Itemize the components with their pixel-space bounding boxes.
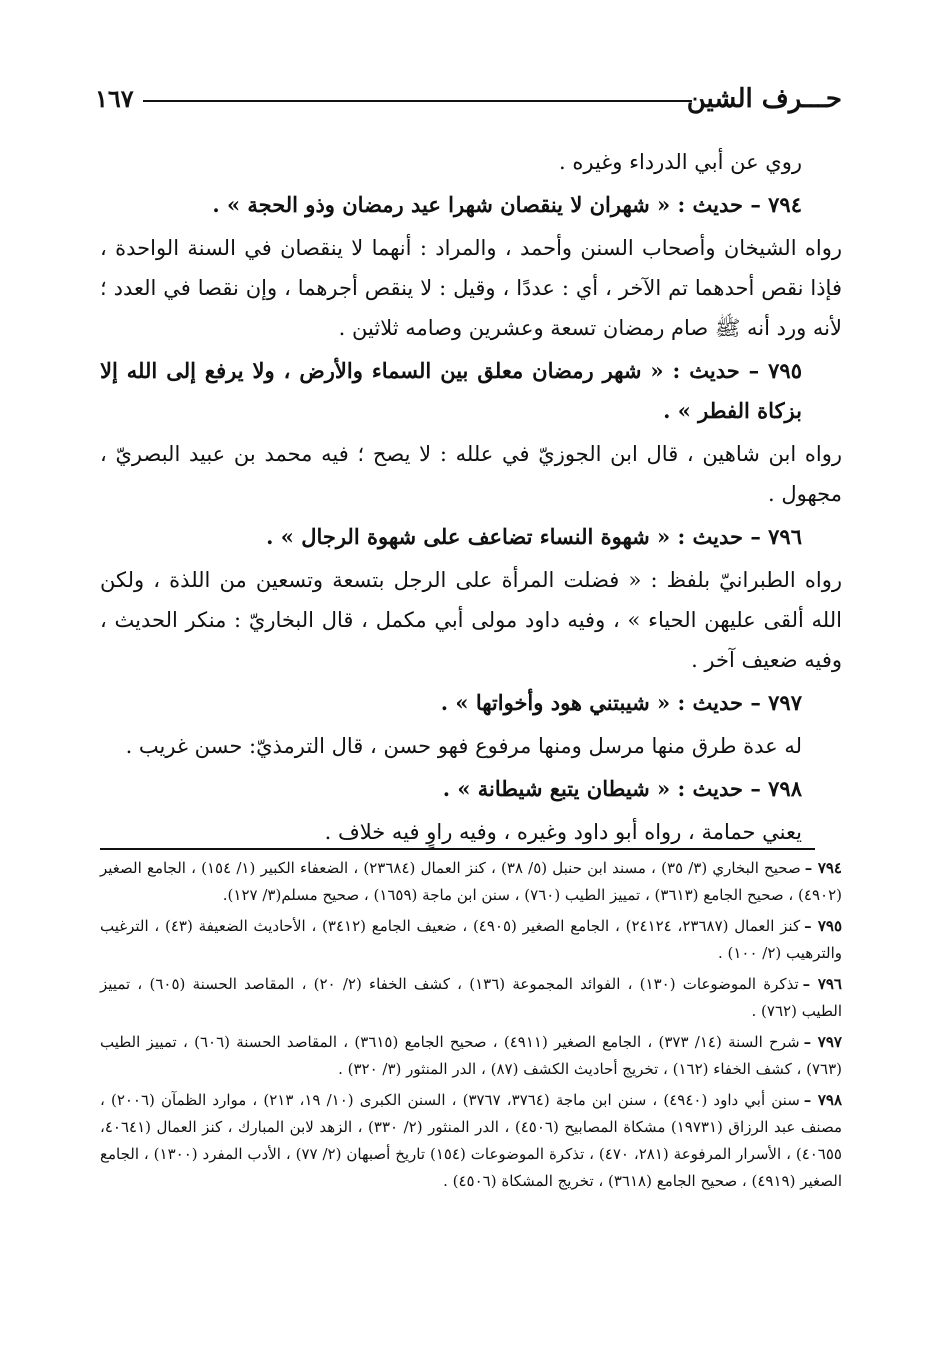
footnote-number: ٧٩٨ – (803, 1091, 843, 1109)
commentary-797: له عدة طرق منها مرسل ومنها مرفوع فهو حسن ، قال الترمذيّ: حسن غريب . (125, 734, 802, 758)
footnote (100, 1029, 842, 1083)
hadith-795: ٧٩٥ – حديث : « شهر رمضان معلق بين السماء والأرض ، ولا يرفع إلى الله إلا بزكاة الفطر » . (100, 358, 802, 423)
hadith-794: ٧٩٤ – حديث : « شهران لا ينقصان شهرا عيد رمضان وذو الحجة » . (212, 192, 802, 217)
footnote-number: ٧٩٦ – (802, 975, 842, 993)
commentary-798: يعني حمامة ، رواه أبو داود وغيره ، وفيه راوٍ فيه خلاف . (324, 820, 802, 844)
chapter-title: حـــرف الشين (686, 84, 842, 114)
footnote (100, 1087, 842, 1195)
footnote-divider (100, 848, 815, 850)
commentary-794: رواه الشيخان وأصحاب السنن وأحمد ، والمراد : أنهما لا ينقصان في السنة الواحدة ، فإذا نقص أحدهما تم الآخر ، أي : عددًا ، وقيل : لا ينقص أجرهما ، وإن نقصا في العدد ؛ لأنه ورد أنه ﷺ صام رمضان تسعة وعشرين وصامه ثلاثين . (100, 236, 842, 340)
hadith-797: ٧٩٧ – حديث : « شيبتني هود وأخواتها » . (440, 690, 802, 715)
footnote-number: ٧٩٥ – (804, 917, 843, 935)
footnote-number: ٧٩٧ – (803, 1033, 842, 1051)
footnote-text: سنن أبي داود (٤٩٤٠) ، سنن ابن ماجة (٣٧٦٤، ٣٧٦٧) ، السنن الكبرى (١٠/ ١٩، ٢١٣) ، موارد الظمآن (٢٠٠٦) ، مصنف عبد الرزاق (١٩٧٣١) مشكاة المصابيح (٤٥٠٦) ، الدر المنثور (٢/ ٣٣٠) ، الزهد لابن المبارك ، كنز العمال (٤٠٦٤١، ٤٠٦٥٥) ، الأسرار المرفوعة (٢٨١، ٤٧٠) ، تذكرة الموضوعات (١٥٤) تاريخ أصبهان (٢/ ٧٧) ، الأدب المفرد (١٣٠٠) ، الجامع الصغير (٤٩١٩) ، صحيح الجامع (٣٦١٨) ، تخريج المشكاة (٤٥٠٦) . (100, 1091, 842, 1190)
paragraph: روي عن أبي الدرداء وغيره . (559, 150, 802, 174)
footnote-text: صحيح البخاري (٣/ ٣٥) ، مسند ابن حنبل (٥/ ٣٨) ، كنز العمال (٢٣٦٨٤) ، الضعفاء الكبير (١/ ١٥٤) ، الجامع الصغير (٤٩٠٢) ، صحيح الجامع (٣٦١٣) ، تمييز الطيب (٧٦٠) ، سنن ابن ماجة (١٦٥٩) ، صحيح مسلم(٣/ ١٢٧). (100, 859, 842, 904)
page-header (95, 82, 842, 122)
footnote (100, 913, 842, 967)
footnote-number: ٧٩٤ – (804, 859, 842, 877)
footnote-text: شرح السنة (١٤/ ٣٧٣) ، الجامع الصغير (٤٩١١) ، صحيح الجامع (٣٦١٥) ، المقاصد الحسنة (٦٠٦) ، تمييز الطيب (٧٦٣) ، كشف الخفاء (١٦٢) ، تخريج أحاديث الكشف (٨٧) ، الدر المنثور (٣/ ٣٢٠) . (100, 1033, 842, 1078)
hadith-796: ٧٩٦ – حديث : « شهوة النساء تضاعف على شهوة الرجال » . (266, 524, 802, 549)
hadith-798: ٧٩٨ – حديث : « شيطان يتبع شيطانة » . (442, 776, 802, 801)
footnotes (100, 855, 842, 1199)
commentary-796: رواه الطبرانيّ بلفظ : « فضلت المرأة على الرجل بتسعة وتسعين من اللذة ، ولكن الله ألقى عليهن الحياء » ، وفيه داود مولى أبي مكمل ، قال البخاريّ : منكر الحديث ، وفيه ضعيف آخر . (100, 568, 842, 672)
footnote-text: كنز العمال (٢٣٦٨٧، ٢٤١٢٤) ، الجامع الصغير (٤٩٠٥) ، ضعيف الجامع (٣٤١٢) ، الأحاديث الضعيفة (٤٣) ، الترغيب والترهيب (٢/ ١٠٠) . (100, 917, 842, 962)
commentary-795: رواه ابن شاهين ، قال ابن الجوزيّ في علله : لا يصح ؛ فيه محمد بن عبيد البصريّ ، مجهول . (100, 442, 842, 506)
main-text (100, 142, 842, 855)
footnote (100, 855, 842, 909)
header-rule (143, 100, 692, 102)
footnote-text: تذكرة الموضوعات (١٣٠) ، الفوائد المجموعة (١٣٦) ، كشف الخفاء (٢/ ٢٠) ، المقاصد الحسنة (٦٠٥) ، تمييز الطيب (٧٦٢) . (100, 975, 842, 1020)
page-number: ١٦٧ (95, 84, 134, 113)
footnote (100, 971, 842, 1025)
